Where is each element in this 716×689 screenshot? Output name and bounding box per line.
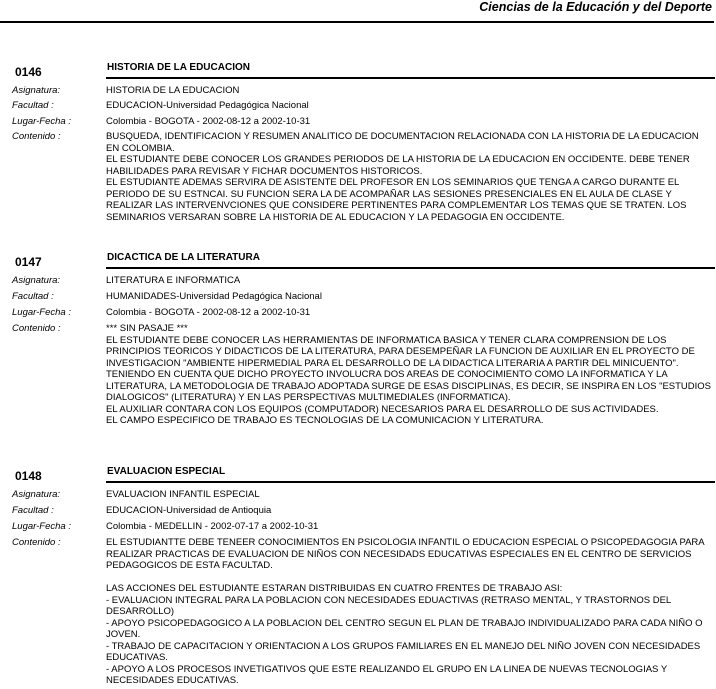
contenido-paragraph: EL AUXILIAR CONTARA CON LOS EQUIPOS (COMPUTADOR) NECESARIOS PARA EL DESARROLLO DE SUS ACTIVIDADES. bbox=[106, 403, 659, 415]
facultad-label: Facultad : bbox=[12, 100, 54, 111]
asignatura-label: Asignatura: bbox=[12, 275, 61, 286]
contenido-paragraph: EL ESTUDIANTE DEBE CONOCER LOS GRANDES PERIODOS DE LA HISTORIA DE LA EDUCACION EN OCCIDENTE. DEBE TENER HABILIDADES PARA REVISAR Y FICHAR DOCUMENTOS HISTORICOS. bbox=[106, 154, 690, 177]
contenido-text bbox=[106, 537, 714, 687]
contenido-paragraph: - APOYO A LOS PROCESOS INVETIGATIVOS QUE ESTE REALIZANDO EL GRUPO EN LA LINEA DE NUEVAS TECNOLOGIAS Y NECESIDADES EDUCATIVAS. bbox=[106, 663, 668, 686]
facultad-value: EDUCACION-Universidad de Antioquia bbox=[106, 505, 272, 516]
contenido-paragraph: LAS ACCIONES DEL ESTUDIANTE ESTARAN DISTRIBUIDAS EN CUATRO FRENTES DE TRABAJO ASI: bbox=[106, 583, 563, 594]
contenido-paragraph: EL ESTUDIANTE ADEMAS SERVIRA DE ASISTENTE DEL PROFESOR EN LOS SEMINARIOS QUE TENGA A CARGO DURANTE EL PERIODO DE SU ESTNCAI. SU FUNCION SERA LA DE ACOMPAÑAR LAS SESIONES PRESENCIALES EN EL AULA DE CLASE Y REALIZAR LAS INTERVENVCIONES QUE CONSIDERE PERTINENTES PARA COMPLEMENTAR LOS TEMAS QUE SE TRATEN. LOS SEMINARIOS VERSARAN SOBRE LA HISTORIA DE AL EDUCACION Y LA PEDAGOGIA EN OCCIDENTE. bbox=[106, 177, 687, 223]
contenido-paragraph: - TRABAJO DE CAPACITACION Y ORIENTACION A LOS GRUPOS FAMILIARES EN EL MANEJO DEL NIÑO JOVEN CON NECESIDADES EDUCATIVAS. bbox=[106, 640, 701, 663]
contenido-label: Contenido : bbox=[12, 131, 61, 142]
contenido-label: Contenido : bbox=[12, 537, 61, 548]
header-divider bbox=[0, 21, 714, 23]
facultad-value: EDUCACION-Universidad Pedagógica Nacional bbox=[106, 100, 309, 111]
contenido-paragraph: - EVALUACION INTEGRAL PARA LA POBLACION CON NECESIDADES EDUACTIVAS (RETRASO MENTAL, Y TRASTORNOS DEL DESARROLLO) bbox=[106, 594, 671, 617]
contenido-label: Contenido : bbox=[12, 323, 61, 334]
entry-code: 0146 bbox=[15, 65, 42, 79]
asignatura-value: HISTORIA DE LA EDUCACION bbox=[106, 85, 240, 96]
asignatura-label: Asignatura: bbox=[12, 489, 61, 500]
lugar-fecha-value: Colombia - BOGOTA - 2002-08-12 a 2002-10-31 bbox=[106, 307, 311, 318]
facultad-label: Facultad : bbox=[12, 291, 54, 302]
lugar-fecha-label: Lugar-Fecha : bbox=[12, 521, 71, 532]
lugar-fecha-label: Lugar-Fecha : bbox=[12, 116, 71, 127]
asignatura-value: LITERATURA E INFORMATICA bbox=[106, 275, 241, 286]
contenido-text bbox=[106, 323, 714, 427]
page-header-title: Ciencias de la Educación y del Deporte bbox=[479, 0, 712, 14]
entry-divider bbox=[106, 267, 715, 269]
lugar-fecha-label: Lugar-Fecha : bbox=[12, 307, 71, 318]
contenido-paragraph: TENIENDO EN CUENTA QUE DICHO PROYECTO INVOLUCRA DOS AREAS DE CONOCIMIENTO COMO LA INFORMATICA Y LA LITERATURA, LA METODOLOGIA DE TRABAJO ADOPTADA SURGE DE ESAS DISCIPLINAS, ES DECIR, SE INSPIRA EN LOS "ESTUDIOS DIALOGICOS" (LITERATURA) Y EN LAS PERSPECTIVAS MULTIMEDIALES (INFORMATICA). bbox=[106, 369, 712, 403]
entry-title: DICACTICA DE LA LITERATURA bbox=[107, 252, 260, 263]
entry-code: 0148 bbox=[15, 469, 42, 483]
entry-divider bbox=[106, 77, 715, 79]
contenido-paragraph: EL ESTUDIANTTE DEBE TENEER CONOCIMIENTOS EN PSICOLOGIA INFANTIL O EDUCACION ESPECIAL O PSICOPEDAGOGIA PARA REALIZAR PRACTICAS DE EVALUACION DE NIÑOS CON NECESIDADS EDUCATIVAS ESPECIALES EN EL CENTRO DE SERVICIOS PEDAGOGICOS DE ESTA FACULTAD. bbox=[106, 537, 705, 571]
contenido-paragraph: EL CAMPO ESPECIFICO DE TRABAJO ES TECNOLOGIAS DE LA COMUNICACION Y LITERATURA. bbox=[106, 415, 544, 426]
contenido-paragraph: BUSQUEDA, IDENTIFICACION Y RESUMEN ANALITICO DE DOCUMENTACION RELACIONADA CON LA HISTORIA DE LA EDUCACION EN COLOMBIA. bbox=[106, 131, 699, 154]
contenido-paragraph: - APOYO PSICOPEDAGOGICO A LA POBLACION DEL CENTRO SEGUN EL PLAN DE TRABAJO INDIVIDUALIZADO PARA CADA NIÑO O JOVEN. bbox=[106, 617, 703, 640]
asignatura-label: Asignatura: bbox=[12, 85, 61, 96]
entry-divider bbox=[106, 481, 715, 483]
facultad-value: HUMANIDADES-Universidad Pedagógica Nacional bbox=[106, 291, 322, 302]
facultad-label: Facultad : bbox=[12, 505, 54, 516]
contenido-paragraph: EL ESTUDIANTE DEBE CONOCER LAS HERRAMIENTAS DE INFORMATICA BASICA Y TENER CLARA COMPRENSION DE LOS PRINCIPIOS TEORICOS Y DIDACTICOS DE LA LITERATURA, PARA DESEMPEÑAR LA FUNCION DE AUXILIAR EN EL PROYECTO DE INVESTIGACION "AMBIENTE HIPERMEDIAL PARA EL DESARROLLO DE LA DIDACTICA LITERARIA A PARTIR DEL MINICUENTO". bbox=[106, 334, 695, 369]
entry-title: HISTORIA DE LA EDUCACION bbox=[107, 62, 250, 73]
lugar-fecha-value: Colombia - BOGOTA - 2002-08-12 a 2002-10-31 bbox=[106, 116, 311, 127]
asignatura-value: EVALUACION INFANTIL ESPECIAL bbox=[106, 489, 260, 500]
contenido-text bbox=[106, 131, 714, 223]
lugar-fecha-value: Colombia - MEDELLIN - 2002-07-17 a 2002-10-31 bbox=[106, 521, 319, 532]
contenido-blank-line bbox=[106, 572, 714, 584]
entry-code: 0147 bbox=[15, 255, 42, 269]
entry-title: EVALUACION ESPECIAL bbox=[107, 466, 226, 477]
contenido-paragraph: *** SIN PASAJE *** bbox=[106, 323, 188, 334]
